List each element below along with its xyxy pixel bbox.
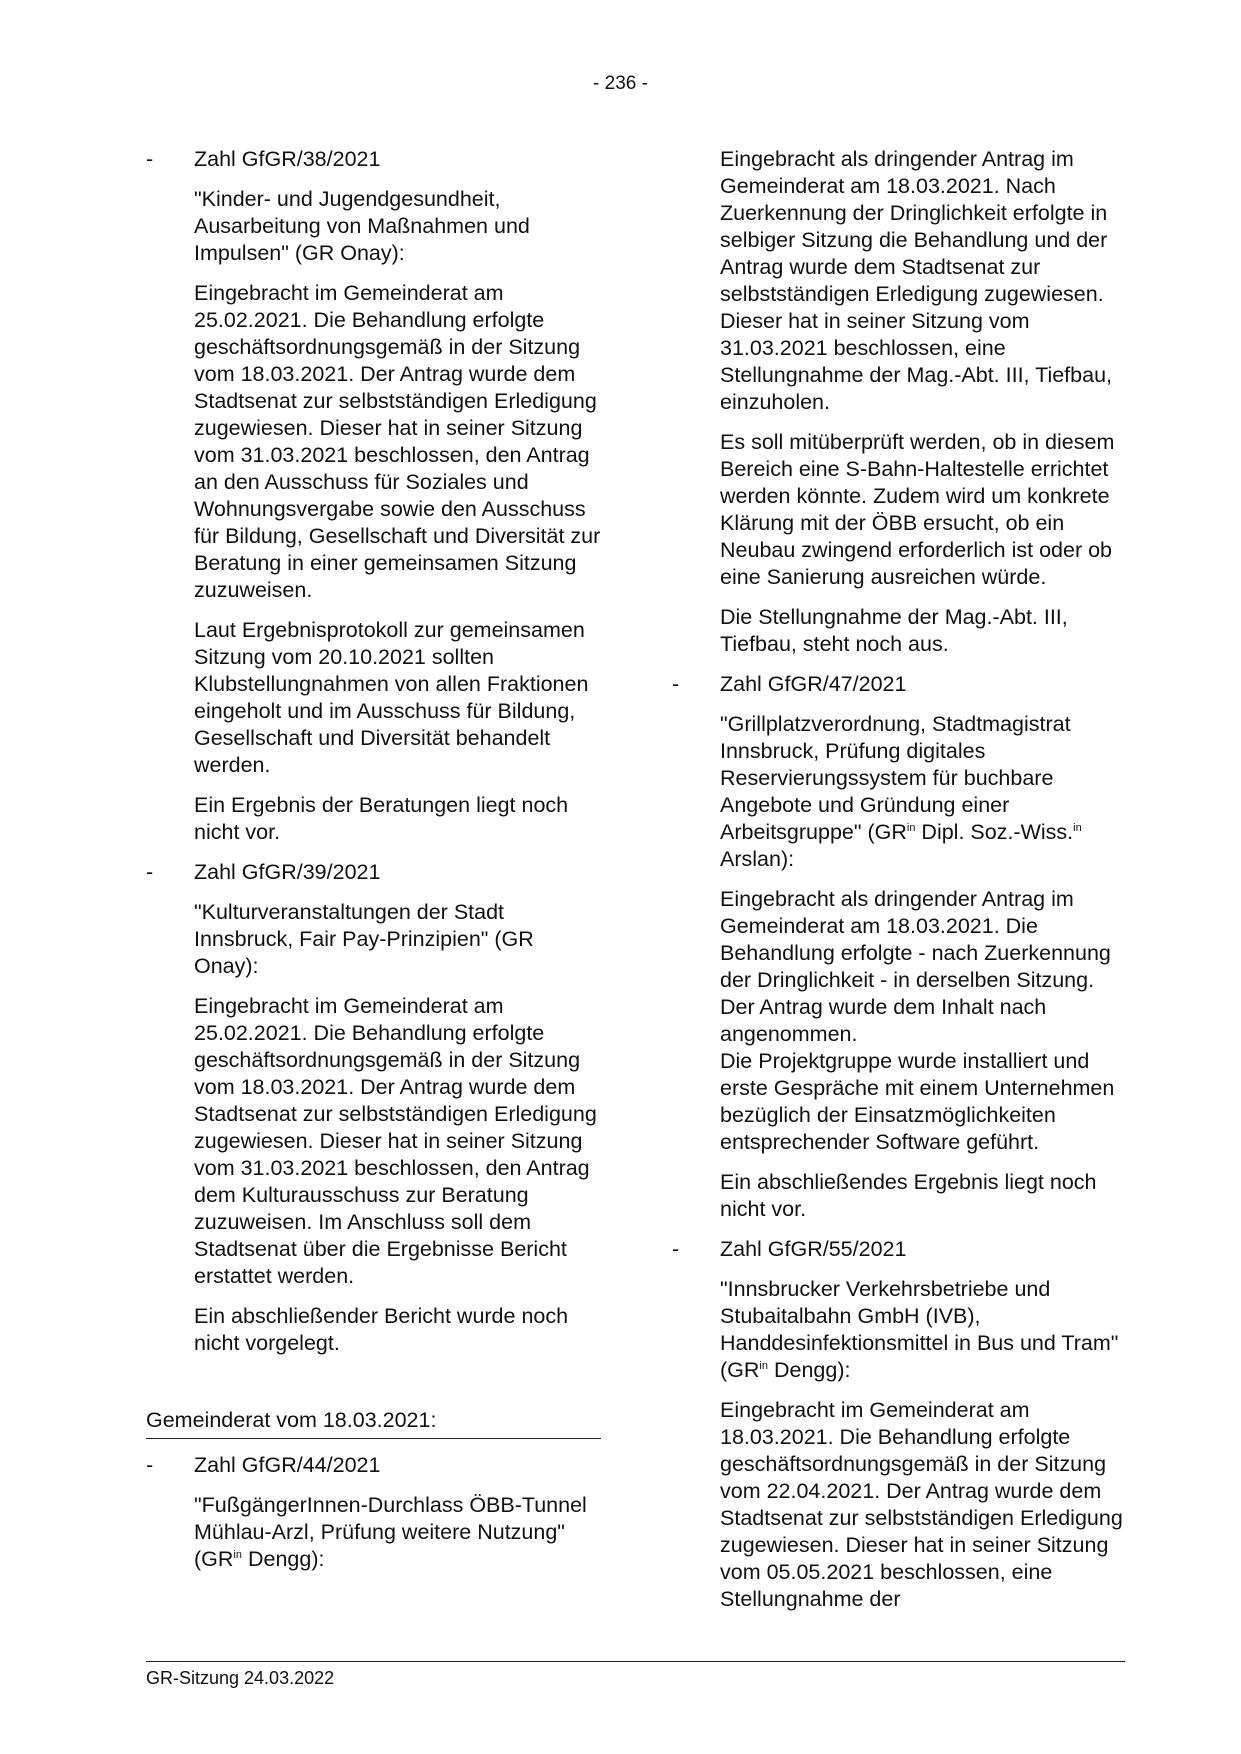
title-text: Dengg):: [767, 1358, 851, 1382]
footer-divider: [146, 1661, 1125, 1662]
item-heading: [146, 859, 601, 886]
page-number: - 236 -: [593, 73, 648, 94]
right-column: [672, 146, 1124, 1626]
item-number: Zahl GfGR/55/2021: [720, 1237, 907, 1261]
item-paragraph: Eingebracht als dringender Antrag im Gemeinderat am 18.03.2021. Nach Zuerkennung der Dringlichkeit erfolgte in selbiger Sitzung die Behandlung und der Antrag wurde dem Stadtsenat zur selbstständigen Erledigung zugewiesen. Dieser hat in seiner Sitzung vom 31.03.2021 beschlossen, eine Stellungnahme der Mag.-Abt. III, Tiefbau, einzuholen.: [720, 147, 1112, 414]
item-title: [720, 711, 1124, 873]
item-heading: [672, 671, 1124, 698]
item-title: [146, 1492, 601, 1573]
item-title: [720, 1276, 1124, 1384]
title-text: Dengg):: [241, 1547, 325, 1571]
title-text: "Innsbrucker Verkehrsbetriebe und Stubaitalbahn GmbH (IVB), Handdesinfektionsmittel in Bus und Tram": [720, 1277, 1119, 1355]
item-title: "Kinder- und Jugendgesundheit, Ausarbeitung von Maßnahmen und Impulsen" (GR Onay):: [194, 187, 530, 265]
superscript: in: [233, 1548, 242, 1561]
item-paragraph: Ein Ergebnis der Beratungen liegt noch nicht vor.: [194, 793, 569, 844]
item-paragraph: [720, 886, 1124, 1156]
item-paragraph: Ein abschließender Bericht wurde noch nicht vorgelegt.: [194, 1304, 569, 1355]
list-dash: -: [146, 1453, 154, 1477]
paragraph-text: Eingebracht als dringender Antrag im Gemeinderat am 18.03.2021. Die Behandlung erfolgte - nach Zuerkennung der Dringlichkeit - in derselben Sitzung. Der Antrag wurde dem Inhalt nach angenommen.: [720, 887, 1111, 1046]
item-paragraph: Eingebracht im Gemeinderat am 18.03.2021. Die Behandlung erfolgte geschäftsordnungsgemäß in der Sitzung vom 22.04.2021. Der Antrag wurde dem Stadtsenat zur selbstständigen Erledigung zugewiesen. Dieser hat in seiner Sitzung vom 05.05.2021 beschlossen, eine Stellungnahme der: [720, 1398, 1123, 1611]
superscript: in: [906, 821, 916, 834]
footer-text: GR-Sitzung 24.03.2022: [146, 1668, 335, 1688]
list-dash: -: [146, 147, 154, 171]
item-number: Zahl GfGR/44/2021: [194, 1453, 381, 1477]
item-number: Zahl GfGR/47/2021: [720, 672, 907, 696]
item-paragraph: Ein abschließendes Ergebnis liegt noch nicht vor.: [720, 1170, 1097, 1221]
item-paragraph: Eingebracht im Gemeinderat am 25.02.2021. Die Behandlung erfolgte geschäftsordnungsgemäß in der Sitzung vom 18.03.2021. Der Antrag wurde dem Stadtsenat zur selbstständigen Erledigung zugewiesen. Dieser hat in seiner Sitzung vom 31.03.2021 beschlossen, den Antrag an den Ausschuss für Soziales und Wohnungsvergabe sowie den Ausschuss für Bildung, Gesellschaft und Diversität zur Beratung in einer gemeinsamen Sitzung zuzuweisen.: [194, 281, 601, 602]
superscript: in: [759, 1359, 768, 1372]
item-number: Zahl GfGR/38/2021: [194, 147, 381, 171]
title-text: "Grillplatzverordnung, Stadtmagistrat Innsbruck, Prüfung digitales Reservierungssystem für buchbare Angebote und Gründung einer Arbeitsgruppe" (GR: [720, 712, 1071, 844]
item-number: Zahl GfGR/39/2021: [194, 860, 381, 884]
item-paragraph: Es soll mitüberprüft werden, ob in diesem Bereich eine S-Bahn-Haltestelle errichtet werden könnte. Zudem wird um konkrete Klärung mit der ÖBB ersucht, ob ein Neubau zwingend erforderlich ist oder ob eine Sanierung ausreichen würde.: [720, 430, 1115, 589]
title-text: Arslan):: [720, 847, 795, 871]
title-text: "FußgängerInnen-Durchlass ÖBB-Tunnel Mühlau-Arzl, Prüfung weitere Nutzung" (GR: [194, 1493, 587, 1571]
paragraph-text: Die Projektgruppe wurde installiert und erste Gespräche mit einem Unternehmen bezüglich der Einsatzmöglichkeiten entsprechender Software geführt.: [720, 1049, 1115, 1154]
title-text: Dipl. Soz.-Wiss.: [915, 820, 1074, 844]
left-column: [146, 146, 601, 1586]
item-title: "Kulturveranstaltungen der Stadt Innsbruck, Fair Pay-Prinzipien" (GR Onay):: [194, 900, 534, 978]
item-heading: [146, 146, 601, 173]
item-heading: [146, 1452, 601, 1479]
list-dash: -: [146, 860, 154, 884]
title-text: (GR: [720, 1358, 760, 1382]
list-dash: -: [672, 1237, 680, 1261]
superscript: in: [1073, 821, 1082, 834]
item-paragraph: Die Stellungnahme der Mag.-Abt. III, Tiefbau, steht noch aus.: [720, 605, 1068, 656]
item-paragraph: Laut Ergebnisprotokoll zur gemeinsamen Sitzung vom 20.10.2021 sollten Klubstellungnahmen von allen Fraktionen eingeholt und im Ausschuss für Bildung, Gesellschaft und Diversität behandelt werden.: [194, 618, 589, 777]
item-paragraph: Eingebracht im Gemeinderat am 25.02.2021. Die Behandlung erfolgte geschäftsordnungsgemäß in der Sitzung vom 18.03.2021. Der Antrag wurde dem Stadtsenat zur selbstständigen Erledigung zugewiesen. Dieser hat in seiner Sitzung vom 31.03.2021 beschlossen, den Antrag dem Kulturausschuss zur Beratung zuzuweisen. Im Anschluss soll dem Stadtsenat über die Ergebnisse Bericht erstattet werden.: [194, 994, 597, 1288]
item-heading: [672, 1236, 1124, 1263]
section-heading: Gemeinderat vom 18.03.2021:: [146, 1407, 601, 1439]
list-dash: -: [672, 672, 680, 696]
